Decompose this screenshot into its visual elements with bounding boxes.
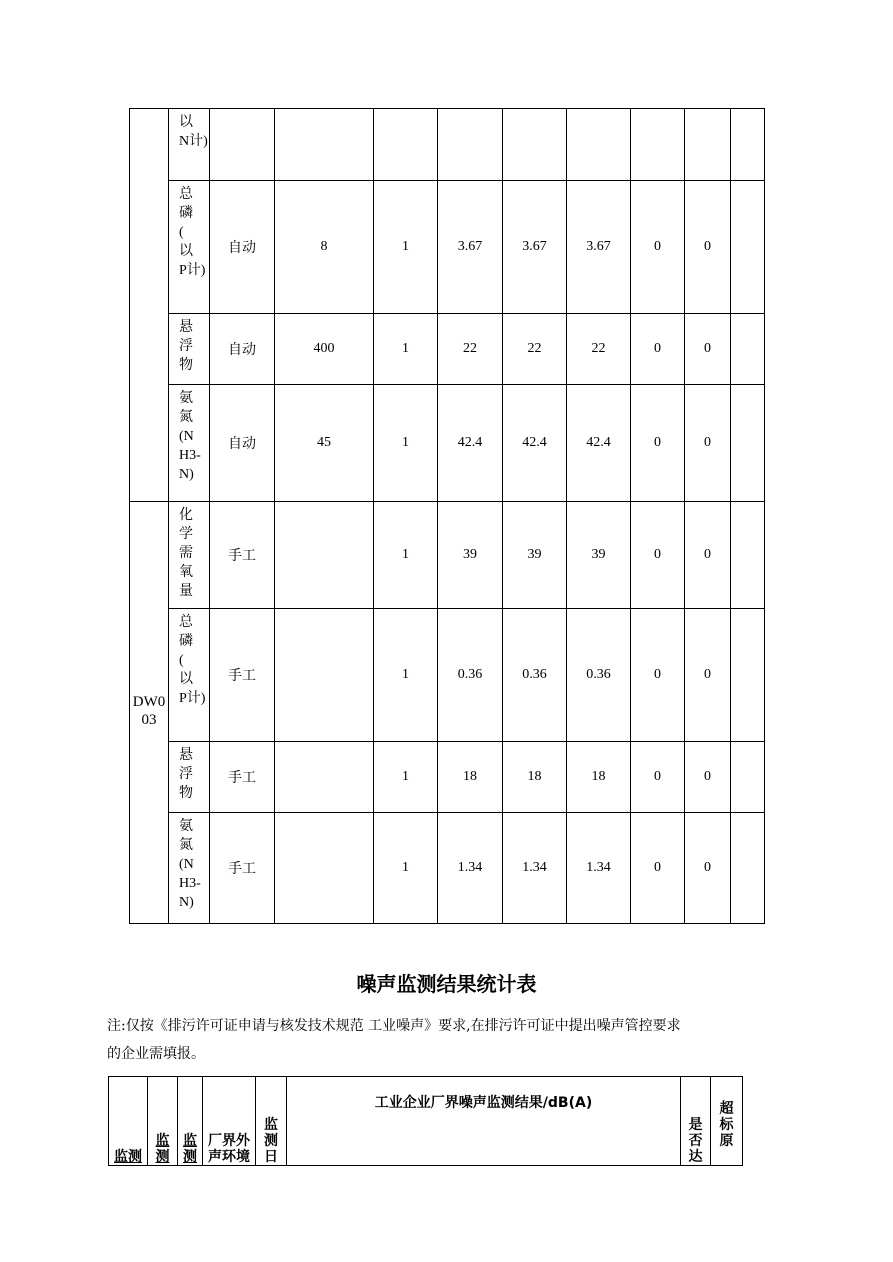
method-cell: 手工 bbox=[210, 813, 275, 924]
pollutant-text-line: 以 bbox=[179, 115, 193, 130]
pollutant-text-line: 浮 bbox=[179, 767, 193, 782]
pollutant-cell bbox=[169, 181, 210, 314]
exceed-1-cell: 0 bbox=[631, 742, 685, 813]
pollutant-text-line: ( bbox=[179, 225, 184, 240]
pollutant-text-line: 以 bbox=[179, 244, 193, 259]
pollutant-text-line: P计) bbox=[179, 691, 206, 706]
pollutant-text-line: 总 bbox=[179, 187, 193, 202]
noise-header-reason: 超标原 bbox=[711, 1077, 743, 1166]
pollutant-cell bbox=[169, 109, 210, 181]
limit-cell: 8 bbox=[275, 181, 374, 314]
noise-note-line2: 的企业需填报。 bbox=[107, 1046, 205, 1062]
pollutant-text-line: 总 bbox=[179, 615, 193, 630]
pollutant-text-line: (N bbox=[179, 857, 194, 872]
exceed-2-cell: 0 bbox=[685, 181, 731, 314]
method-cell bbox=[210, 109, 275, 181]
value-2-cell bbox=[503, 109, 567, 181]
method-cell: 自动 bbox=[210, 181, 275, 314]
value-3-cell bbox=[567, 109, 631, 181]
extra-cell bbox=[731, 314, 765, 385]
value-2-cell: 18 bbox=[503, 742, 567, 813]
extra-cell bbox=[731, 609, 765, 742]
pollutant-cell bbox=[169, 502, 210, 609]
value-3-cell: 1.34 bbox=[567, 813, 631, 924]
noise-header-row bbox=[109, 1077, 743, 1166]
limit-cell bbox=[275, 109, 374, 181]
pollutant-cell bbox=[169, 314, 210, 385]
water-monitoring-table bbox=[129, 108, 765, 924]
exceed-1-cell: 0 bbox=[631, 385, 685, 502]
value-1-cell: 0.36 bbox=[438, 609, 503, 742]
pollutant-text-line: H3- bbox=[179, 448, 201, 463]
value-2-cell: 42.4 bbox=[503, 385, 567, 502]
value-3-cell: 0.36 bbox=[567, 609, 631, 742]
extra-cell bbox=[731, 742, 765, 813]
pollutant-text-line: 磷 bbox=[179, 206, 193, 221]
method-cell: 自动 bbox=[210, 314, 275, 385]
pollutant-cell bbox=[169, 813, 210, 924]
pollutant-text-line: 浮 bbox=[179, 339, 193, 354]
extra-cell bbox=[731, 385, 765, 502]
noise-header-reach: 是否达 bbox=[681, 1077, 711, 1166]
pollutant-text-line: 悬 bbox=[179, 320, 193, 335]
exceed-1-cell: 0 bbox=[631, 314, 685, 385]
pollutant-text-line: 学 bbox=[179, 527, 193, 542]
value-2-cell: 39 bbox=[503, 502, 567, 609]
table-row bbox=[130, 502, 765, 609]
table-row bbox=[130, 181, 765, 314]
pollutant-text-line: 氨 bbox=[179, 819, 193, 834]
method-cell: 手工 bbox=[210, 502, 275, 609]
pollutant-text-line: N计) bbox=[179, 134, 208, 149]
limit-cell: 45 bbox=[275, 385, 374, 502]
limit-cell bbox=[275, 609, 374, 742]
value-1-cell: 39 bbox=[438, 502, 503, 609]
pollutant-text-line: 以 bbox=[179, 672, 193, 687]
exceed-1-cell bbox=[631, 109, 685, 181]
limit-cell: 400 bbox=[275, 314, 374, 385]
value-2-cell: 1.34 bbox=[503, 813, 567, 924]
count-cell: 1 bbox=[374, 609, 438, 742]
exceed-1-cell: 0 bbox=[631, 181, 685, 314]
pollutant-text-line: (N bbox=[179, 429, 194, 444]
table-row bbox=[130, 109, 765, 181]
value-1-cell: 42.4 bbox=[438, 385, 503, 502]
exceed-2-cell bbox=[685, 109, 731, 181]
pollutant-text-line: 悬 bbox=[179, 748, 193, 763]
exceed-1-cell: 0 bbox=[631, 813, 685, 924]
limit-cell bbox=[275, 502, 374, 609]
exceed-2-cell: 0 bbox=[685, 502, 731, 609]
value-3-cell: 18 bbox=[567, 742, 631, 813]
noise-header-col4: 厂界外声环境 bbox=[203, 1077, 256, 1166]
pollutant-text-line: ( bbox=[179, 653, 184, 668]
table-row bbox=[130, 609, 765, 742]
count-cell: 1 bbox=[374, 813, 438, 924]
extra-cell bbox=[731, 502, 765, 609]
pollutant-text-line: 化 bbox=[179, 508, 193, 523]
pollutant-text-line: P计) bbox=[179, 263, 206, 278]
pollutant-text-line: 量 bbox=[179, 584, 193, 599]
outlet-id-cell: DW003 bbox=[130, 502, 169, 924]
value-3-cell: 42.4 bbox=[567, 385, 631, 502]
noise-header-main: 工业企业厂界噪声监测结果/dB(A) bbox=[287, 1077, 681, 1166]
count-cell: 1 bbox=[374, 502, 438, 609]
pollutant-text-line: 氧 bbox=[179, 565, 193, 580]
noise-header-col5: 监测日 bbox=[256, 1077, 287, 1166]
exceed-2-cell: 0 bbox=[685, 813, 731, 924]
pollutant-cell bbox=[169, 385, 210, 502]
pollutant-text-line: N) bbox=[179, 467, 194, 482]
exceed-1-cell: 0 bbox=[631, 502, 685, 609]
exceed-2-cell: 0 bbox=[685, 609, 731, 742]
pollutant-text-line: 物 bbox=[179, 358, 193, 373]
method-cell: 自动 bbox=[210, 385, 275, 502]
table-row bbox=[130, 385, 765, 502]
exceed-2-cell: 0 bbox=[685, 314, 731, 385]
value-2-cell: 22 bbox=[503, 314, 567, 385]
noise-header-col2: 监测 bbox=[148, 1077, 178, 1166]
table-row bbox=[130, 742, 765, 813]
count-cell: 1 bbox=[374, 742, 438, 813]
pollutant-text-line: 氮 bbox=[179, 838, 193, 853]
exceed-1-cell: 0 bbox=[631, 609, 685, 742]
count-cell: 1 bbox=[374, 385, 438, 502]
noise-results-table bbox=[108, 1076, 743, 1166]
method-cell: 手工 bbox=[210, 609, 275, 742]
pollutant-text-line: 氨 bbox=[179, 391, 193, 406]
pollutant-text-line: N) bbox=[179, 895, 194, 910]
value-2-cell: 3.67 bbox=[503, 181, 567, 314]
noise-header-col1: 监测 bbox=[109, 1077, 148, 1166]
method-cell: 手工 bbox=[210, 742, 275, 813]
value-1-cell: 18 bbox=[438, 742, 503, 813]
extra-cell bbox=[731, 813, 765, 924]
table-row bbox=[130, 813, 765, 924]
outlet-cell-group1 bbox=[130, 109, 169, 502]
extra-cell bbox=[731, 181, 765, 314]
pollutant-cell bbox=[169, 742, 210, 813]
pollutant-text-line: H3- bbox=[179, 876, 201, 891]
pollutant-text-line: 需 bbox=[179, 546, 193, 561]
noise-note-line1: 注:仅按《排污许可证申请与核发技术规范 工业噪声》要求,在排污许可证中提出噪声管控要求 bbox=[107, 1018, 681, 1034]
exceed-2-cell: 0 bbox=[685, 742, 731, 813]
pollutant-cell bbox=[169, 609, 210, 742]
table-row bbox=[130, 314, 765, 385]
value-1-cell: 3.67 bbox=[438, 181, 503, 314]
count-cell bbox=[374, 109, 438, 181]
pollutant-text-line: 物 bbox=[179, 786, 193, 801]
value-3-cell: 22 bbox=[567, 314, 631, 385]
noise-header-col3: 监测 bbox=[178, 1077, 203, 1166]
limit-cell bbox=[275, 742, 374, 813]
value-3-cell: 39 bbox=[567, 502, 631, 609]
count-cell: 1 bbox=[374, 181, 438, 314]
value-3-cell: 3.67 bbox=[567, 181, 631, 314]
pollutant-text-line: 氮 bbox=[179, 410, 193, 425]
pollutant-text-line: 磷 bbox=[179, 634, 193, 649]
value-1-cell: 22 bbox=[438, 314, 503, 385]
count-cell: 1 bbox=[374, 314, 438, 385]
value-2-cell: 0.36 bbox=[503, 609, 567, 742]
value-1-cell bbox=[438, 109, 503, 181]
value-1-cell: 1.34 bbox=[438, 813, 503, 924]
extra-cell bbox=[731, 109, 765, 181]
limit-cell bbox=[275, 813, 374, 924]
noise-table-title: 噪声监测结果统计表 bbox=[356, 972, 537, 996]
exceed-2-cell: 0 bbox=[685, 385, 731, 502]
